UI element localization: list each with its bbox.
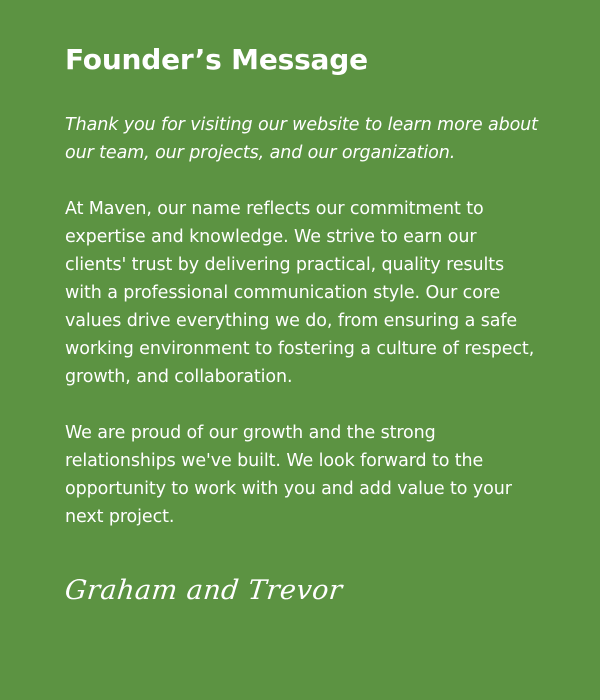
signature: Graham and Trevor	[63, 575, 345, 606]
page-title: Founder’s Message	[65, 43, 368, 76]
body-paragraph-2: We are proud of our growth and the strong relationships we've built. We look forward to the opportunity to work with you and add value to your next project.	[65, 423, 512, 527]
body-paragraph-1: At Maven, our name reflects our commitment to expertise and knowledge. We strive to earn our clients' trust by delivering practical, quality results with a professional communication style. Our core values drive everything we do, from ensuring a safe working environment to fostering a culture of respect, growth, and collaboration.	[65, 199, 535, 387]
intro-text: Thank you for visiting our website to learn more about our team, our projects, and our organization.	[65, 115, 538, 163]
